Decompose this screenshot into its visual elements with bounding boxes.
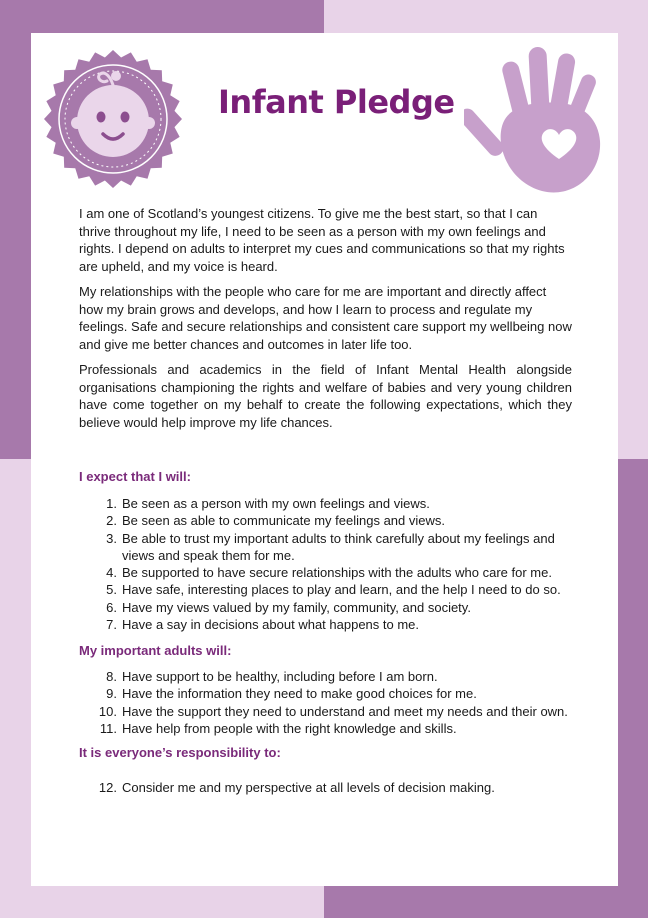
list-item (91, 668, 576, 685)
section-heading: It is everyone’s responsibility to: (79, 745, 281, 760)
list-item (91, 703, 576, 720)
item-number: 1. (106, 496, 117, 511)
item-number: 10. (98, 703, 117, 719)
list-item (91, 599, 576, 616)
intro-text (79, 205, 572, 439)
expectations-list (91, 495, 576, 633)
item-number: 3. (106, 530, 117, 546)
list-item (91, 512, 576, 529)
list-item (91, 685, 576, 702)
item-text: Be seen as a person with my own feelings and views. (122, 496, 430, 511)
item-number: 2. (106, 513, 117, 529)
item-text: Be seen as able to communicate my feelings and views. (122, 513, 446, 529)
handprint-heart-icon (464, 41, 616, 201)
list-item (91, 530, 576, 565)
pledge-sheet (31, 33, 618, 886)
baby-face-seal-icon (43, 49, 183, 189)
item-text: Consider me and my perspective at all levels of decision making. (122, 780, 495, 795)
section-heading: I expect that I will: (79, 469, 191, 484)
list-item (91, 495, 576, 512)
item-text: Have safe, interesting places to play and learn, and the help I need to do so. (122, 582, 561, 598)
list-item (91, 616, 576, 633)
list-item (91, 564, 576, 581)
list-item (91, 720, 576, 737)
adults-list (91, 668, 576, 737)
item-text: Have support to be healthy, including before I am born. (122, 669, 438, 684)
item-number: 8. (106, 669, 117, 684)
item-text: Have help from people with the right knowledge and skills. (122, 720, 457, 736)
list-item (91, 779, 576, 796)
responsibility-list (91, 779, 576, 796)
list-item (91, 581, 576, 598)
item-text: Be supported to have secure relationships with the adults who care for me. (122, 565, 552, 581)
item-number: 5. (106, 582, 117, 598)
item-number: 9. (106, 686, 117, 702)
page-title: Infant Pledge (218, 83, 455, 121)
intro-paragraph: Professionals and academics in the field of Infant Mental Health alongside organisations championing the rights and welfare of babies and very young children have come together on my behalf to create the following expectations, which they believe would help improve my life chances. (79, 362, 572, 430)
item-text: Have the support they need to understand and meet my needs and their own. (122, 703, 568, 719)
item-text: Have my views valued by my family, community, and society. (122, 599, 471, 615)
item-text: Be able to trust my important adults to think carefully about my feelings and views and speak them for me. (122, 530, 555, 563)
item-number: 6. (106, 599, 117, 615)
item-number: 4. (106, 565, 117, 581)
item-number: 11. (99, 720, 117, 736)
item-number: 7. (106, 617, 117, 633)
item-text: Have a say in decisions about what happens to me. (122, 617, 420, 633)
item-number: 12. (98, 780, 117, 795)
intro-paragraph: My relationships with the people who care for me are important and directly affect how my brain grows and develops, and how I learn to process and regulate my feelings. Safe and secure relationships and consistent care support my wellbeing now and give me better chances and outcomes in later life too. (79, 284, 572, 352)
section-heading: My important adults will: (79, 643, 232, 658)
item-text: Have the information they need to make good choices for me. (122, 686, 477, 702)
intro-paragraph: I am one of Scotland’s youngest citizens. To give me the best start, so that I can thrive throughout my life, I need to be seen as a person with my own feelings and rights. I depend on adults to interpret my cues and communications so that my rights are upheld, and my voice is heard. (79, 206, 565, 274)
